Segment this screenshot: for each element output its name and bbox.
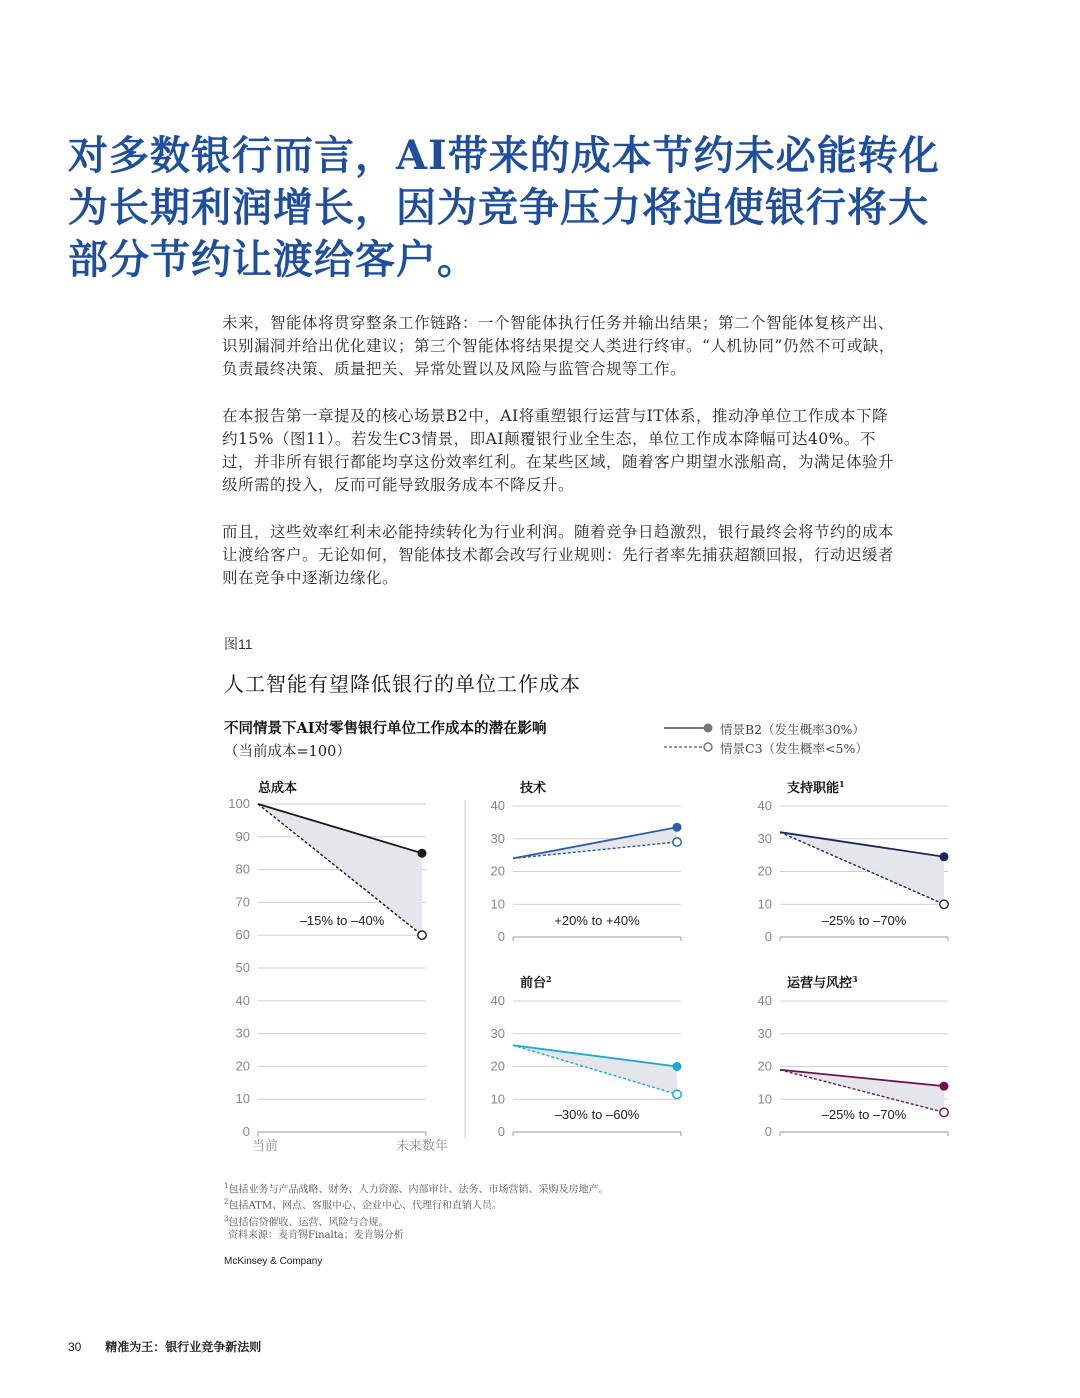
marker-b2 — [940, 1082, 949, 1091]
panel-front — [491, 974, 682, 1139]
marker-c3 — [673, 1090, 681, 1098]
paragraph-3: 而且，这些效率红利未必能持续转化为行业利润。随着竞争日趋激烈，银行最终会将节约的成本让渡给客户。无论如何，智能体技术都会改写行业规则：先行者率先捕获超额回报，行动迟缓者则在竞争中逐渐边缘化。 — [222, 523, 895, 587]
y-tick-label: 0 — [242, 1124, 250, 1139]
range-label: –25% to –70% — [821, 1107, 907, 1122]
y-tick-label: 10 — [235, 1091, 250, 1107]
chart-subtitle-unit: （当前成本=100） — [224, 744, 351, 760]
y-tick-label: 20 — [490, 1058, 505, 1074]
y-tick-label: 100 — [228, 796, 250, 811]
legend-dashed-line-icon — [664, 740, 714, 754]
marker-c3 — [673, 838, 681, 846]
marker-b2 — [418, 849, 427, 858]
y-tick-label: 80 — [235, 861, 250, 877]
panel-title-sup: 3 — [852, 974, 858, 984]
panel-title-sup: 2 — [546, 974, 552, 984]
cost-charts — [200, 770, 980, 1170]
y-tick-label: 50 — [235, 960, 250, 975]
panel-title: 总成本 — [258, 781, 298, 796]
panel-title: 运营与风控$^3$ — [787, 974, 858, 991]
report-title: 精准为王：银行业竞争新法则 — [105, 1340, 262, 1354]
y-tick-label: 10 — [757, 1091, 772, 1107]
panel-total — [228, 780, 448, 1154]
marker-b2 — [673, 1062, 682, 1071]
panel-title: 前台$^2$ — [520, 974, 552, 991]
y-tick-label: 40 — [235, 992, 250, 1008]
y-tick-label: 20 — [757, 1058, 772, 1074]
y-tick-label: 0 — [497, 1124, 505, 1139]
y-tick-label: 30 — [235, 1025, 250, 1041]
paragraph-2: 在本报告第一章提及的核心场景B2中，AI将重塑银行运营与IT体系，推动净单位工作成本下降约15%（图11）。若发生C3情景，即AI颠覆银行业全生态，单位工作成本降幅可达40%。不过，并非所有银行都能均享这份效率红利。在某些区域，随着客户期望水涨船高，为满足体验升级所需的投入，反而可能导致服务成本不降反升。 — [222, 407, 895, 494]
y-tick-label: 10 — [490, 1091, 505, 1107]
panel-title: 技术 — [520, 781, 547, 796]
legend-label-c3: 情景C3（发生概率<5%） — [720, 741, 868, 756]
range-label: –25% to –70% — [821, 913, 907, 928]
y-tick-label: 20 — [235, 1058, 250, 1074]
footnote-3: $^3$包括信贷催收、运营、风险与合规。 — [224, 1214, 389, 1228]
x-label-future: 未来数年 — [395, 1139, 448, 1154]
panel-ops — [758, 974, 949, 1139]
footnote-1: $^1$包括业务与产品战略、财务、人力资源、内部审计、法务、市场营销、采购及房地产。 — [224, 1182, 609, 1196]
marker-b2 — [673, 823, 682, 832]
marker-b2 — [940, 852, 949, 861]
y-tick-label: 40 — [490, 993, 505, 1008]
figure-title: 人工智能有望降低银行的单位工作成本 — [224, 672, 581, 696]
panel-tech — [491, 780, 682, 944]
marker-c3 — [940, 900, 948, 908]
y-tick-label: 10 — [490, 896, 505, 912]
range-label: –15% to –40% — [299, 913, 385, 928]
footnote-2: $^2$包括ATM、网点、客服中心、企业中心、代理行和直销人员。 — [224, 1198, 503, 1212]
y-tick-label: 90 — [235, 828, 250, 844]
panel-title-sup: 1 — [839, 779, 845, 789]
y-tick-label: 70 — [235, 894, 250, 910]
y-tick-label: 20 — [757, 863, 772, 879]
chart-subtitle — [224, 717, 547, 761]
page-footer — [68, 1338, 261, 1355]
chart-subtitle-main: 不同情景下AI对零售银行单位工作成本的潜在影响 — [224, 720, 547, 737]
legend-label-b2: 情景B2（发生概率30%） — [720, 722, 865, 737]
y-tick-label: 30 — [757, 1025, 772, 1041]
source-note: 资料来源：麦肯锡Finalta；麦肯锡分析 — [228, 1229, 404, 1241]
y-tick-label: 40 — [490, 798, 505, 813]
footnotes — [224, 1180, 608, 1242]
y-tick-label: 0 — [497, 929, 505, 944]
panel-support — [758, 779, 949, 944]
y-tick-label: 40 — [757, 798, 772, 813]
y-tick-label: 30 — [490, 1025, 505, 1041]
range-label: +20% to +40% — [554, 913, 640, 928]
body-text — [222, 312, 902, 614]
y-tick-label: 30 — [490, 830, 505, 846]
y-tick-label: 60 — [235, 927, 250, 943]
y-tick-label: 0 — [764, 1124, 772, 1139]
paragraph-1: 未来，智能体将贯穿整条工作链路：一个智能体执行任务并输出结果；第二个智能体复核产出、识别漏洞并给出优化建议；第三个智能体将结果提交人类进行终审。“人机协同”仍然不可或缺，负责最终决策、质量把关、异常处置以及风险与监管合规等工作。 — [222, 314, 895, 378]
range-label: –30% to –60% — [554, 1107, 640, 1122]
panel-title: 支持职能$^1$ — [787, 779, 845, 796]
page-number: 30 — [68, 1340, 82, 1354]
brand-name: McKinsey & Company — [224, 1256, 323, 1267]
x-label-current: 当前 — [252, 1139, 279, 1154]
y-tick-label: 10 — [757, 896, 772, 912]
y-tick-label: 0 — [764, 929, 772, 944]
y-tick-label: 20 — [490, 863, 505, 879]
y-tick-label: 30 — [757, 830, 772, 846]
headline: 对多数银行而言，AI带来的成本节约未必能转化为长期利润增长，因为竞争压力将迫使银行将大部分节约让渡给客户。 — [68, 132, 940, 283]
marker-c3 — [940, 1108, 948, 1116]
legend-solid-line-icon — [664, 721, 714, 735]
figure-label: 图11 — [224, 636, 253, 652]
marker-c3 — [418, 931, 426, 939]
y-tick-label: 40 — [757, 993, 772, 1008]
